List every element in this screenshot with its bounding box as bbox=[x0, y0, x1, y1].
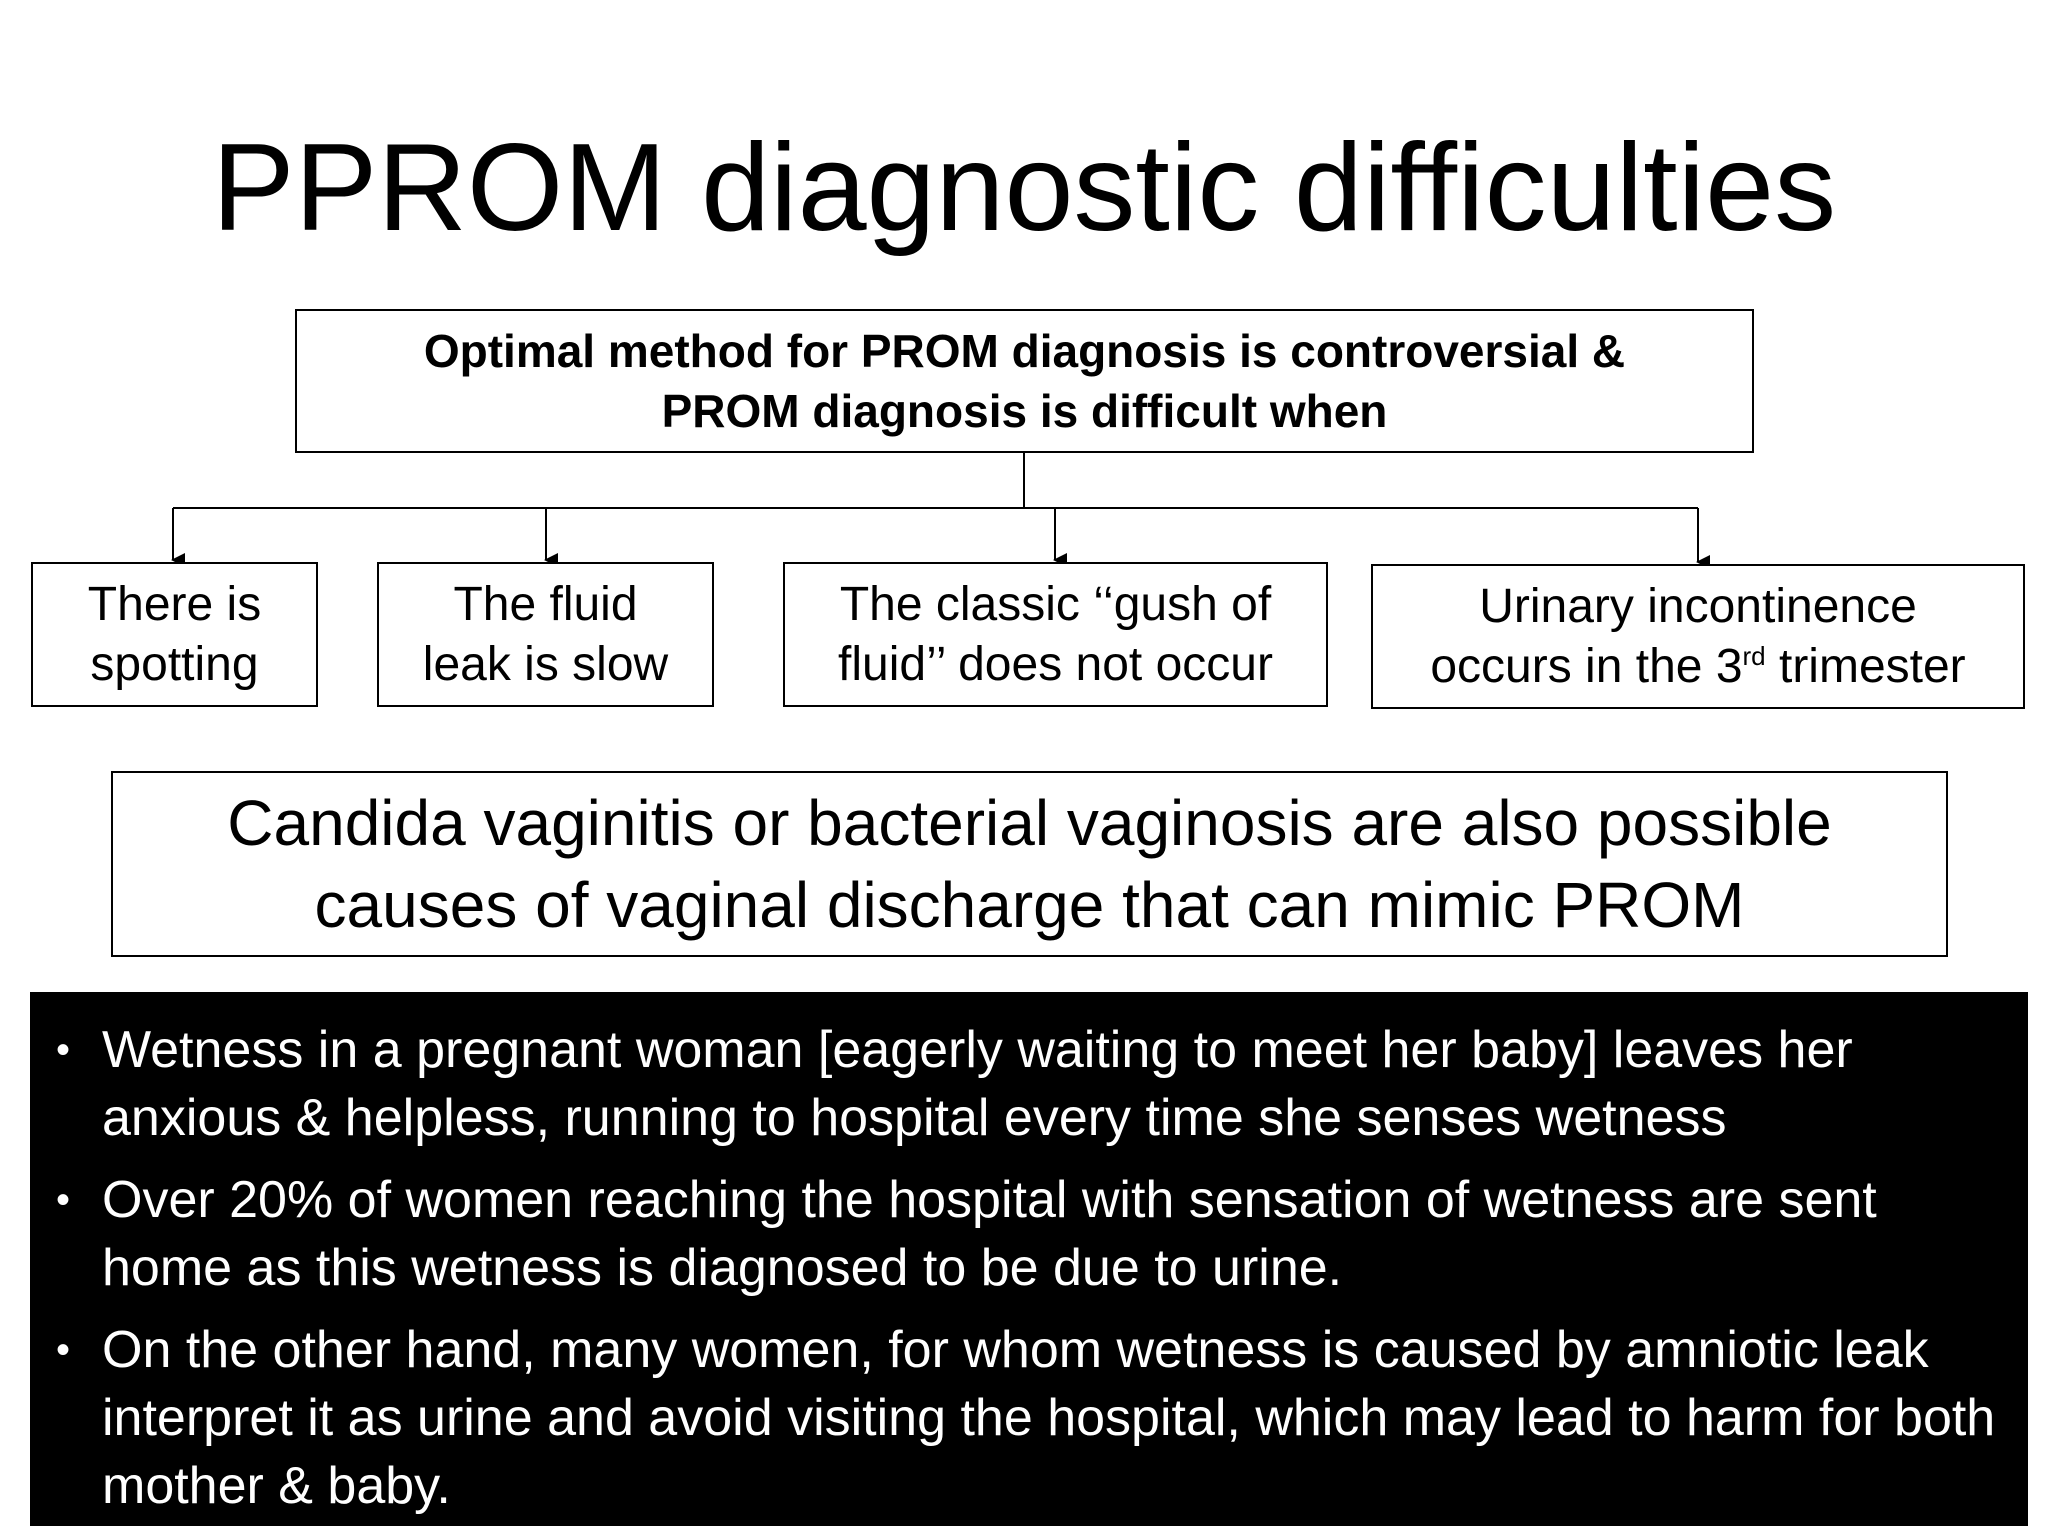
bullet-panel bbox=[30, 992, 2028, 1526]
bullet-icon: • bbox=[56, 1028, 71, 1072]
list-item bbox=[52, 1316, 2008, 1520]
condition-slow-leak-line-1: The fluid bbox=[453, 577, 638, 631]
bullet-text: Over 20% of women reaching the hospital with sensation of wetness are sent home as this wetness is diagnosed to be due to urine. bbox=[102, 1171, 1877, 1297]
ordinal-suffix: rd bbox=[1742, 640, 1766, 671]
bullet-icon: • bbox=[56, 1328, 71, 1372]
condition-incontinence-line-2-post: trimester bbox=[1765, 639, 1966, 693]
condition-incontinence-line-2 bbox=[1430, 637, 1965, 697]
diagnosis-difficulty-box bbox=[295, 309, 1754, 453]
bullet-list bbox=[52, 1016, 2008, 1520]
condition-no-gush-line-2: fluid’’ does not occur bbox=[838, 637, 1273, 691]
bullet-icon: • bbox=[56, 1178, 71, 1222]
condition-incontinence-line-1: Urinary incontinence bbox=[1479, 579, 1917, 633]
condition-spotting-line-2: spotting bbox=[90, 637, 259, 691]
bullet-text: Wetness in a pregnant woman [eagerly waiting to meet her baby] leaves her anxious & helpless, running to hospital every time she senses wetness bbox=[102, 1021, 1853, 1147]
condition-box-no-gush bbox=[783, 562, 1328, 707]
list-item bbox=[52, 1016, 2008, 1152]
condition-box-urinary-incontinence bbox=[1371, 564, 2025, 709]
mimic-causes-box bbox=[111, 771, 1948, 957]
condition-slow-leak-line-2: leak is slow bbox=[422, 637, 669, 691]
condition-box-spotting bbox=[31, 562, 318, 707]
diagnosis-difficulty-line-1: Optimal method for PROM diagnosis is controversial & bbox=[423, 325, 1626, 377]
diagnosis-difficulty-line-2: PROM diagnosis is difficult when bbox=[661, 385, 1388, 437]
slide-title: PPROM diagnostic difficulties bbox=[211, 119, 1837, 257]
condition-incontinence-line-2-pre: occurs in the 3 bbox=[1430, 639, 1743, 693]
list-item bbox=[52, 1166, 2008, 1302]
bullet-text: On the other hand, many women, for whom wetness is caused by amniotic leak interpret it as urine and avoid visiting the hospital, which may lead to harm for both mother & baby. bbox=[102, 1321, 1996, 1515]
condition-spotting-line-1: There is bbox=[87, 577, 262, 631]
mimic-causes-line-1: Candida vaginitis or bacterial vaginosis are also possible bbox=[227, 787, 1832, 859]
condition-box-slow-leak bbox=[377, 562, 714, 707]
mimic-causes-line-2: causes of vaginal discharge that can mimic PROM bbox=[314, 869, 1745, 941]
condition-no-gush-line-1: The classic ‘‘gush of bbox=[839, 577, 1272, 631]
